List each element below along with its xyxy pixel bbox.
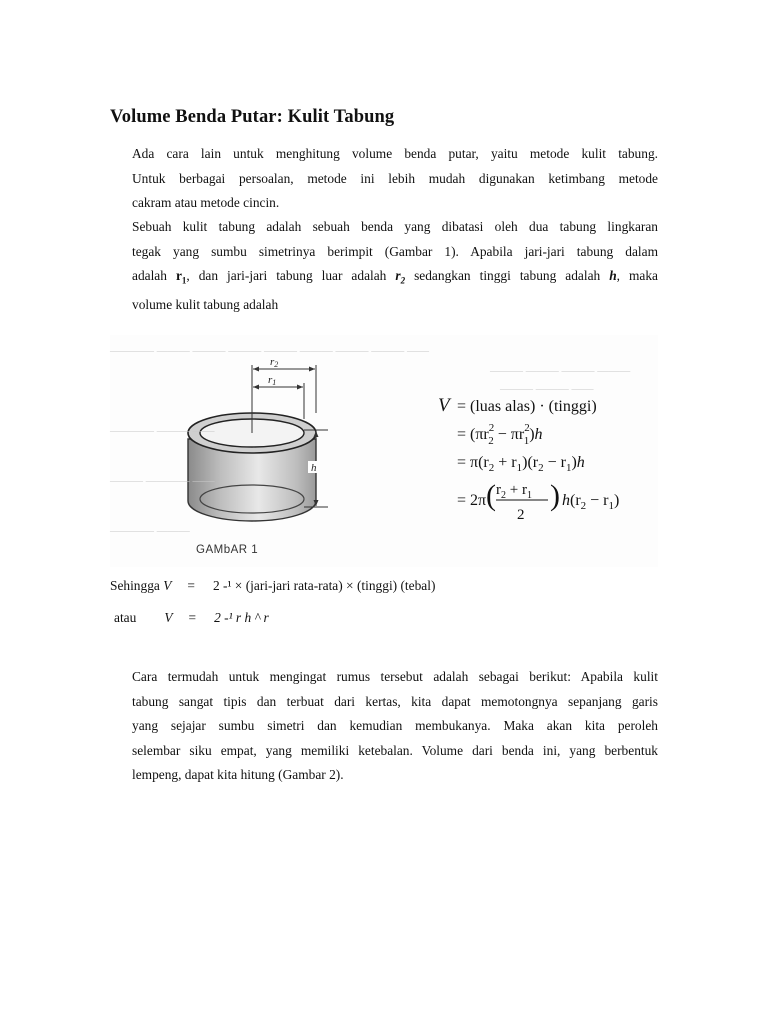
text-line: volume kulit tabung adalah (132, 297, 279, 313)
eq-line-3: = $\pi(r_2 + r_1)(r_2 - r_1)h$ (457, 454, 585, 474)
text-fragment: adalah (132, 268, 176, 283)
text-line: tegak yang sumbu simetrinya berimpit (Gambar 1). Apabila jari-jari tabung dalam (132, 243, 658, 259)
text-line: tabung sangat tipis dan terbuat dari kertas, kita dapat memotongnya sepanjang garis (132, 693, 658, 709)
text-line: Sebuah kulit tabung adalah sebuah benda yang dibatasi oleh dua tabung lingkaran (132, 219, 658, 234)
eq-line-4-tail: $h(r_2 - r_1)$ (562, 492, 620, 512)
eq-line-4: = 2π (457, 492, 487, 509)
text-fragment: sedangkan tinggi tabung adalah (405, 268, 610, 283)
eq-line-2: = ($\pi r^2$ $2 - \pi r^2$ 1)h (457, 422, 543, 447)
text-line: Ada cara lain untuk menghitung volume benda putar, yaitu metode kulit tabung. (132, 146, 658, 161)
eq-frac-den: 2 (517, 507, 525, 523)
formula-volume-words: Sehingga V = 2 -¹ × (jari-jari rata-rata) × (tinggi) (tebal) (110, 578, 436, 593)
text-line: Untuk berbagai persoalan, metode ini lebih mudah digunakan ketimbang metode (132, 170, 658, 186)
page-title: Volume Benda Putar: Kulit Tabung (110, 107, 395, 127)
figure-caption: GAMbAR 1 (196, 544, 259, 556)
h-label: h (311, 462, 317, 474)
eq-frac-num: $r_2 + r_1$ (496, 482, 532, 501)
formula-volume-symbols: atau V = 2 -¹ r h ^ r (114, 610, 269, 625)
eq-paren-open: ( (486, 479, 496, 512)
text-line: yang sejajar sumbu simetri dan kemudian membukanya. Maka akan kita peroleh (132, 718, 658, 733)
eq-V: V (438, 395, 450, 416)
paragraph-definition (110, 215, 658, 318)
text-line: Cara termudah untuk mengingat rumus tersebut adalah sebagai berikut: Apabila kulit (132, 669, 658, 684)
paragraph-intro (110, 142, 658, 216)
text-line: cakram atau metode cincin. (132, 195, 280, 210)
eq-paren-close: ) (550, 479, 560, 512)
text-fragment: , dan jari-jari tabung luar adalah (186, 268, 396, 283)
text-line (110, 264, 658, 293)
eq-line-1: = (luas alas) · (tinggi) (457, 398, 597, 415)
figure-cylindrical-shell: ———— ——— ——— ——— ——— ——— ——— ——— —— ——— ——— ——— ——— ——— ——— —— ———— ——— —— ——— ———— —— ———— ——— r2 r1 h GAMbAR 1 V = (luas alas) · (tinggi) = ($\pi r^2$ $2 - \pi r^2$ 1)h = $\pi(r_2 + r_1)(r_2 - r_1)h$ = 2π ( $r_2 + r_1$ 2 ) $h(r_2 - r_1)$ (110, 335, 658, 567)
text-fragment: , maka (616, 268, 658, 283)
symbol-r1: $r_1$ (175, 268, 187, 286)
paragraph-explanation (110, 665, 658, 788)
r1-label: r1 (268, 374, 277, 387)
symbol-r2: $r_2$ (395, 268, 406, 286)
symbol-h: h (609, 268, 617, 283)
text-line: selembar siku empat, yang memiliki ketebalan. Volume dari benda ini, yang berbentuk (132, 742, 658, 758)
r2-label: r2 (270, 356, 279, 369)
text-line: lempeng, dapat kita hitung (Gambar 2). (132, 767, 344, 782)
volume-equations (438, 395, 619, 523)
